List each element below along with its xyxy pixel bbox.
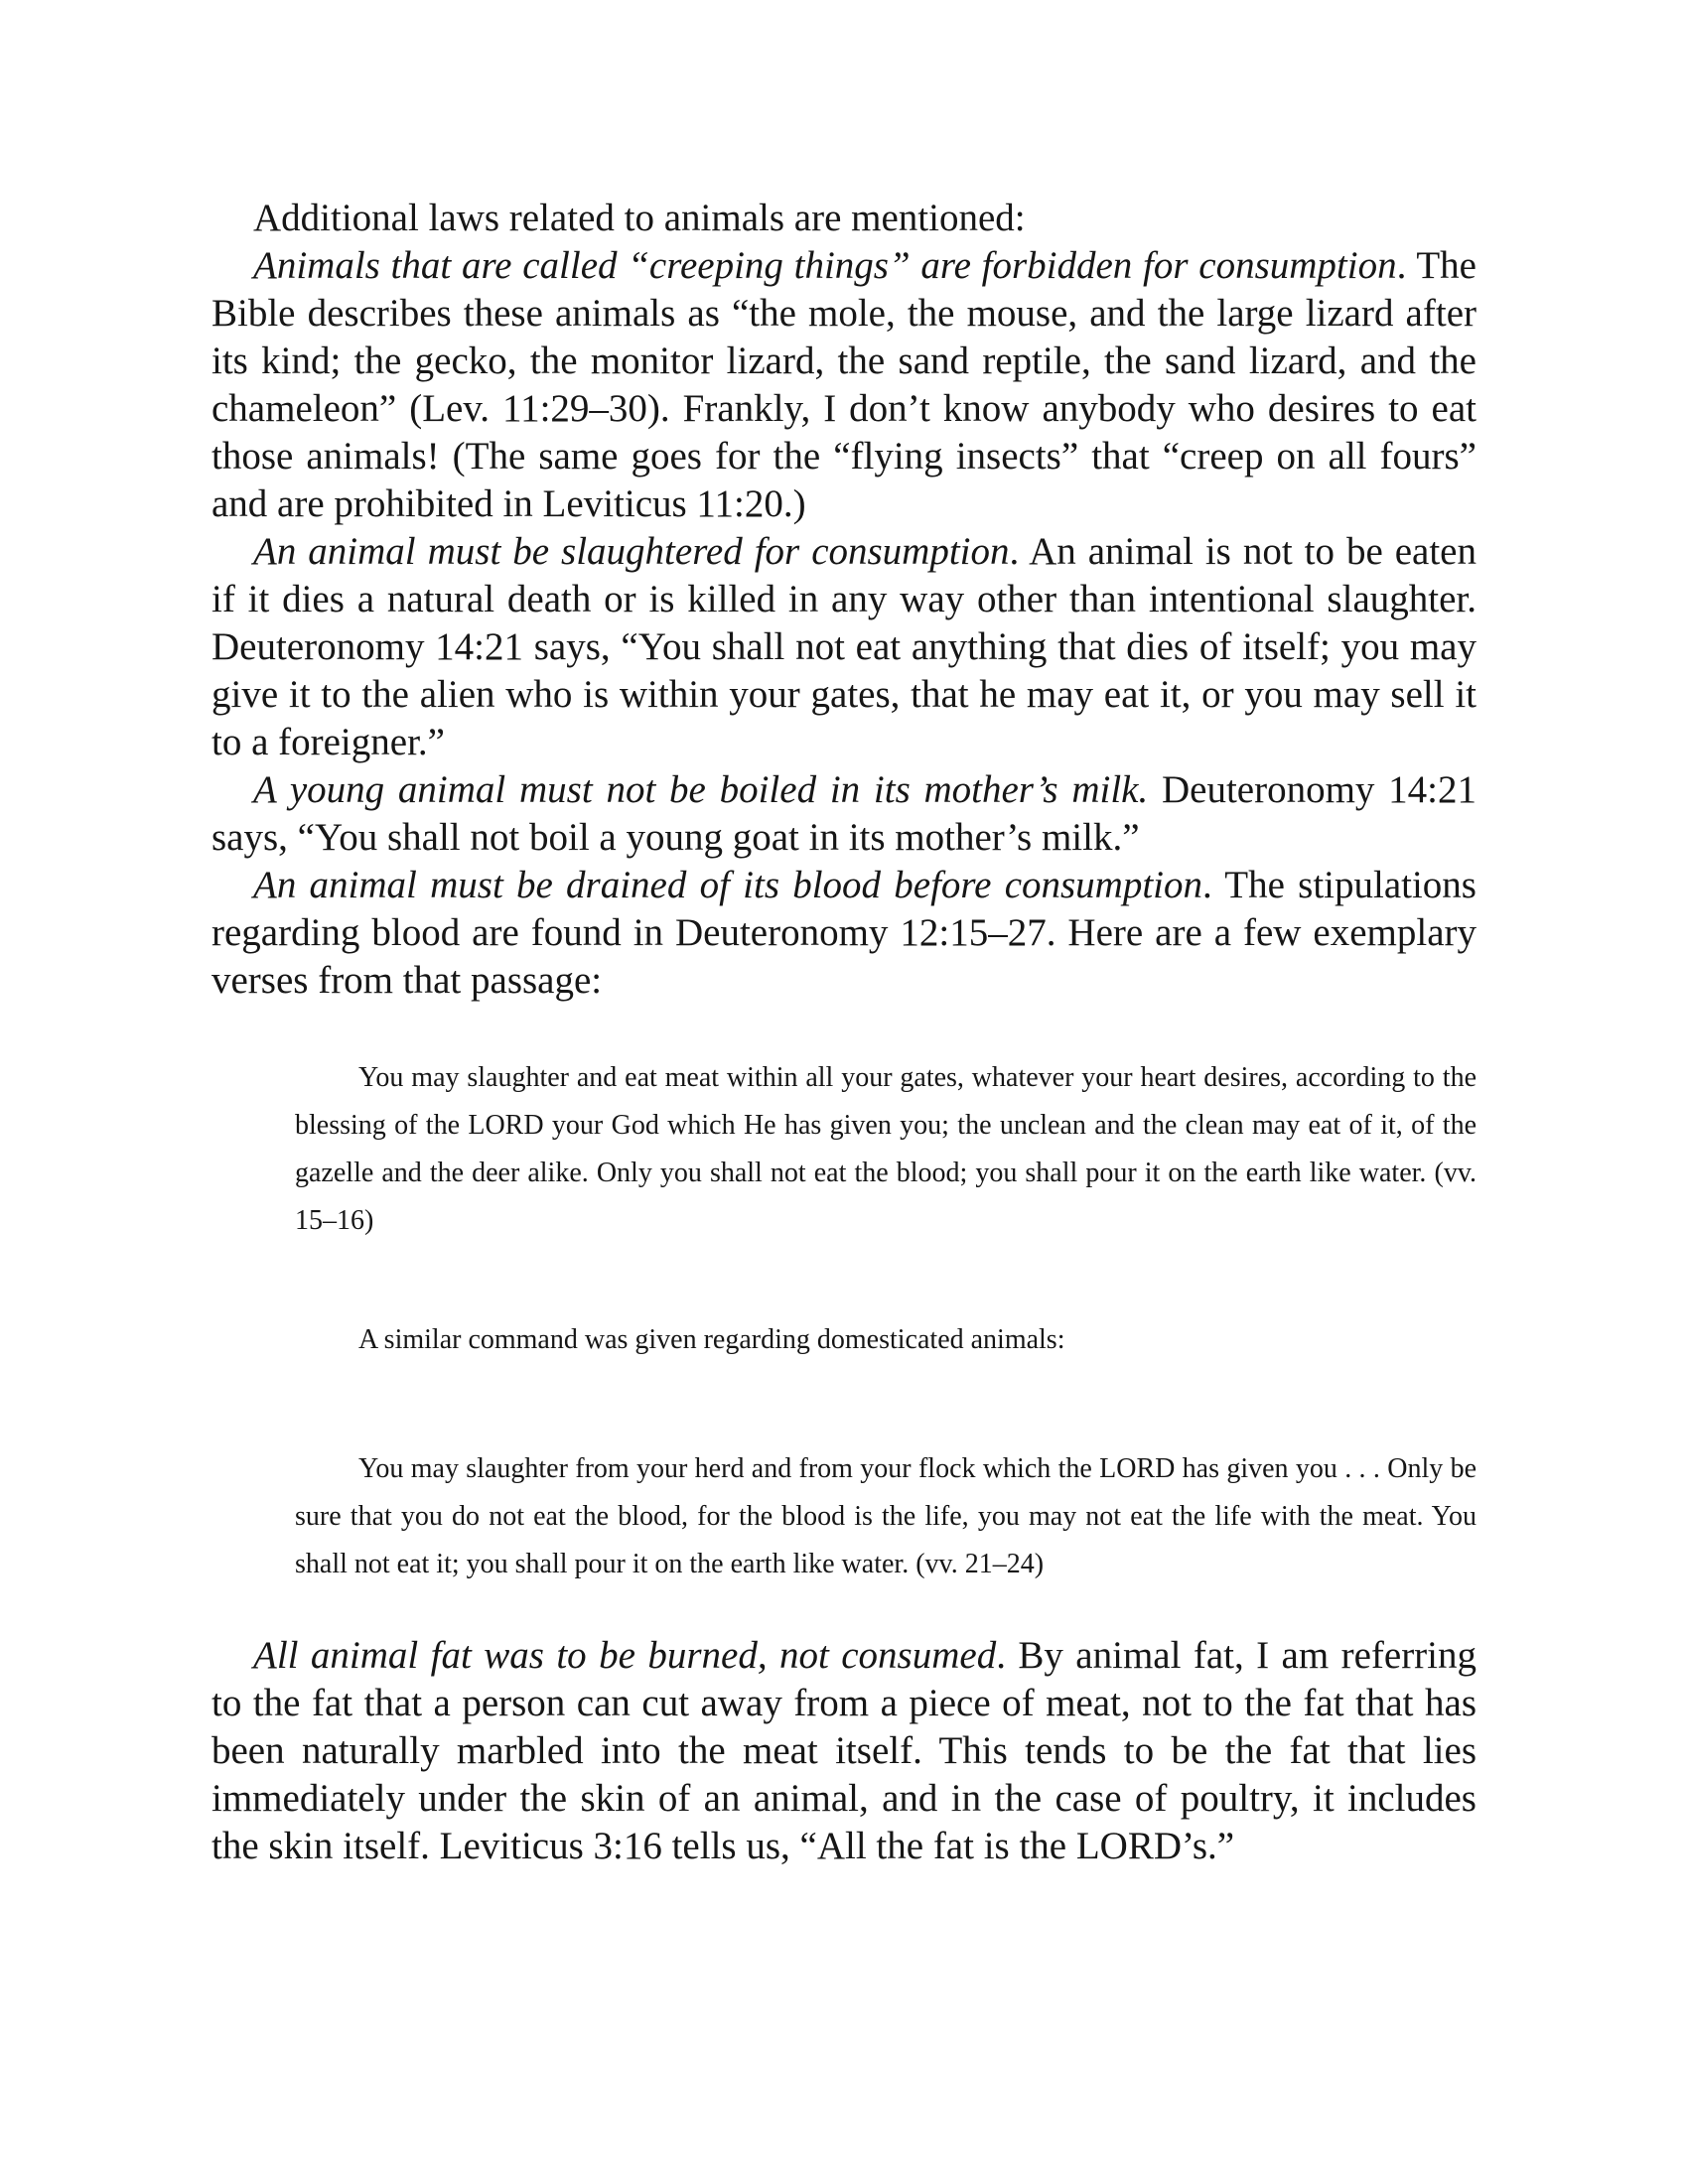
mothers-milk-heading: A young animal must not be boiled in its mother’s milk. <box>253 768 1149 811</box>
bridge-sentence: A similar command was given regarding domesticated animals: <box>358 1324 1065 1355</box>
block-quote-verses-21-24: You may slaughter from your herd and from your flock which the LORD has given you . . . Only be sure that you do not eat the blood, for the blood is the life, you may not eat the life with the meat. You shall not eat it; you shall pour it on the earth like water. (vv. 21–24) <box>295 1453 1477 1579</box>
creeping-things-text: . The Bible describes these animals as “the mole, the mouse, and the large lizard after its kind; the gecko, the monitor lizard, the sand reptile, the sand lizard, and the chameleon” (Lev. 11:29–30). Frankly, I don’t know anybody who desires to eat those animals! (The same goes for the “flying insects” that “creep on all fours” and are prohibited in Leviticus 11:20.) <box>211 244 1477 525</box>
creeping-things-heading: Animals that are called “creeping things” are forbidden for consumption <box>253 244 1397 287</box>
animal-fat-text: . By animal fat, I am referring to the fat that a person can cut away from a piece of meat, not to the fat that has been naturally marbled into the meat itself. This tends to be the fat that lies immediately under the skin of an animal, and in the case of poultry, it includes the skin itself. Leviticus 3:16 tells us, “All the fat is the LORD’s.” <box>211 1634 1477 1867</box>
slaughter-text: . An animal is not to be eaten if it dies a natural death or is killed in any way other than intentional slaughter. Deuteronomy 14:21 says, “You shall not eat anything that dies of itself; you may give it to the alien who is within your gates, that he may eat it, or you may sell it to a foreigner.” <box>211 530 1477 763</box>
blood-paragraph <box>211 862 1477 1005</box>
block-quote-verses-15-16: You may slaughter and eat meat within all your gates, whatever your heart desires, according to the blessing of the LORD your God which He has given you; the unclean and the clean may eat of it, of the gazelle and the deer alike. Only you shall not eat the blood; you shall pour it on the earth like water. (vv. 15–16) <box>295 1062 1477 1236</box>
document-page <box>211 195 1477 1870</box>
intro-paragraph: Additional laws related to animals are mentioned: <box>253 197 1026 239</box>
mothers-milk-paragraph <box>211 766 1477 862</box>
mothers-milk-text: Deuteronomy 14:21 says, “You shall not boil a young goat in its mother’s milk.” <box>211 768 1477 859</box>
slaughter-paragraph <box>211 528 1477 766</box>
blood-text: . The stipulations regarding blood are found in Deuteronomy 12:15–27. Here are a few exemplary verses from that passage: <box>211 864 1477 1002</box>
blood-heading: An animal must be drained of its blood before consumption <box>253 864 1203 906</box>
slaughter-heading: An animal must be slaughtered for consumption <box>253 530 1010 573</box>
creeping-things-paragraph <box>211 242 1477 528</box>
animal-fat-paragraph <box>211 1632 1477 1870</box>
animal-fat-heading: All animal fat was to be burned, not consumed <box>253 1634 997 1677</box>
